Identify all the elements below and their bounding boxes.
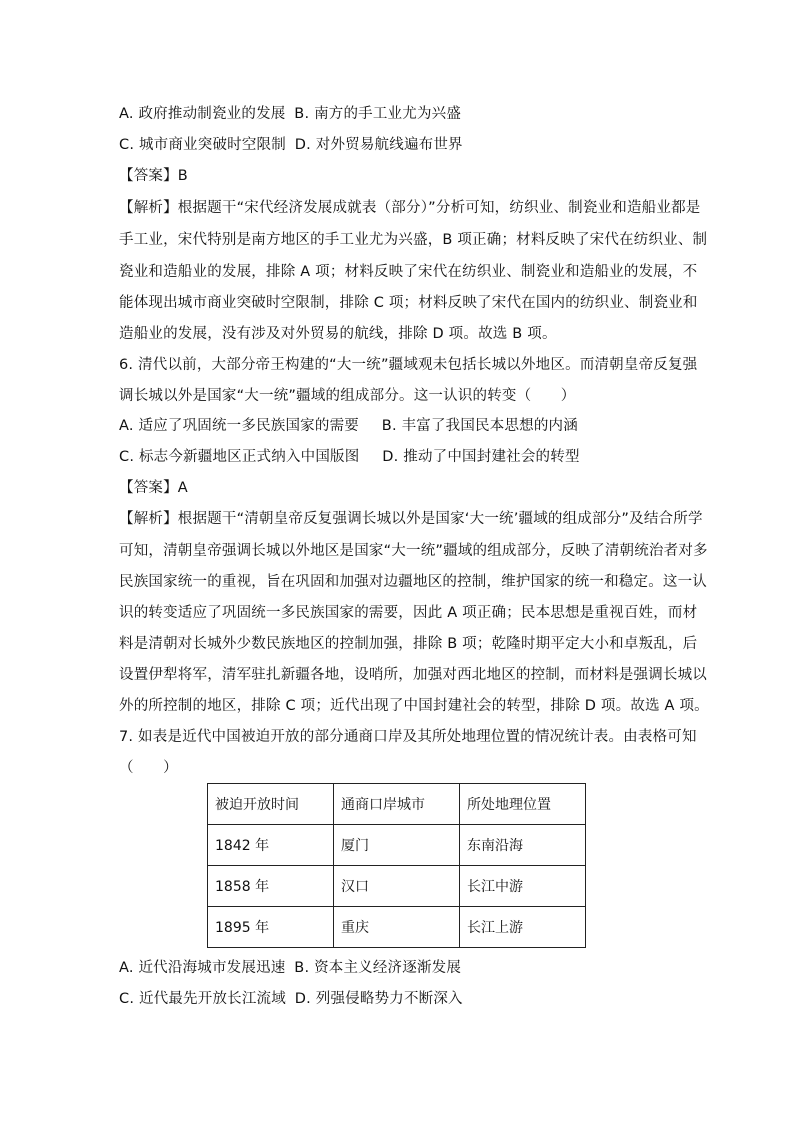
q5-analysis-line: 手工业，宋代特别是南方地区的手工业尤为兴盛，B 项正确；材料反映了宋代在纺织业、制 [119,232,708,248]
q6-answer: 【答案】A [119,480,188,496]
q5-answer: 【答案】B [119,168,188,184]
q5-options-row-2 [119,135,463,155]
q6-analysis-line: 外的所控制的地区，排除 C 项；近代出现了中国封建社会的转型，排除 D 项。故选 A 项。 [119,698,709,714]
q5-analysis-line: 造船业的发展，没有涉及对外贸易的航线，排除 D 项。故选 B 项。 [119,326,557,342]
q6-option-d: D. 推动了中国封建社会的转型 [382,449,580,465]
q6-analysis-line: 设置伊犁将军，清军驻扎新疆各地，设哨所，加强对西北地区的控制，而材料是强调长城以 [119,667,707,683]
table-cell: 长江中游 [460,866,586,907]
q5-analysis-line: 能体现出城市商业突破时空限制，排除 C 项；材料反映了宋代在国内的纺织业、制瓷业和 [119,295,698,311]
table-cell: 东南沿海 [460,825,586,866]
ports-table [207,783,586,948]
q5-option-a: A. 政府推动制瓷业的发展 [119,106,286,122]
q7-option-d: D. 列强侵略势力不断深入 [294,991,463,1007]
table-row [208,825,586,866]
q7-stem-line: 7. 如表是近代中国被迫开放的部分通商口岸及其所处地理位置的情况统计表。由表格可知 [119,729,697,745]
q6-options-row-2 [119,447,580,467]
q6-option-c: C. 标志今新疆地区正式纳入中国版图 [119,449,360,465]
table-row [208,866,586,907]
q7-option-c: C. 近代最先开放长江流域 [119,991,286,1007]
table-cell: 厦门 [334,825,460,866]
q5-option-d: D. 对外贸易航线遍布世界 [294,137,463,153]
table-row [208,907,586,948]
table-cell: 1895 年 [208,907,334,948]
q6-analysis-line: 民族国家统一的重视，旨在巩固和加强对边疆地区的控制，维护国家的统一和稳定。这一认 [119,574,707,590]
q7-options-row-1 [119,958,461,978]
q7-stem-line: （ ） [119,760,178,776]
q6-analysis-line: 可知，清朝皇帝强调长城以外地区是国家“大一统”疆域的组成部分，反映了清朝统治者对多 [119,543,708,559]
q7-option-b: B. 资本主义经济逐渐发展 [294,960,462,976]
q7-option-a: A. 近代沿海城市发展迅速 [119,960,286,976]
table-cell: 汉口 [334,866,460,907]
q6-analysis-line: 【解析】根据题干“清朝皇帝反复强调长城以外是国家‘大一统’疆域的组成部分”及结合所学 [119,511,703,527]
q5-options-row-1 [119,104,461,124]
table-header-cell: 通商口岸城市 [334,784,460,825]
q6-analysis-line: 料是清朝对长城外少数民族地区的控制加强，排除 B 项；乾隆时期平定大小和卓叛乱，后 [119,636,698,652]
q6-options-row-1 [119,416,578,436]
q7-options-row-2 [119,989,463,1009]
q6-option-b: B. 丰富了我国民本思想的内涵 [381,418,578,434]
q5-analysis-line: 【解析】根据题干“宋代经济发展成就表（部分）”分析可知，纺织业、制瓷业和造船业都是 [119,200,701,216]
table-header-row [208,784,586,825]
q6-analysis-line: 识的转变适应了巩固统一多民族国家的需要，因此 A 项正确；民本思想是重视百姓，而材 [119,605,698,621]
table-cell: 重庆 [334,907,460,948]
q5-option-c: C. 城市商业突破时空限制 [119,137,286,153]
table-cell: 1858 年 [208,866,334,907]
table-header-cell: 所处地理位置 [460,784,586,825]
q5-analysis-line: 瓷业和造船业的发展，排除 A 项；材料反映了宋代在纺织业、制瓷业和造船业的发展，不 [119,264,698,280]
table-cell: 长江上游 [460,907,586,948]
q6-option-a: A. 适应了巩固统一多民族国家的需要 [119,418,359,434]
table-header-cell: 被迫开放时间 [208,784,334,825]
table-cell: 1842 年 [208,825,334,866]
q6-stem-line: 6. 清代以前，大部分帝王构建的“大一统”疆域观未包括长城以外地区。而清朝皇帝反复强 [119,357,698,373]
q5-option-b: B. 南方的手工业尤为兴盛 [294,106,462,122]
q6-stem-line: 调长城以外是国家“大一统”疆域的组成部分。这一认识的转变（ ） [119,388,576,404]
